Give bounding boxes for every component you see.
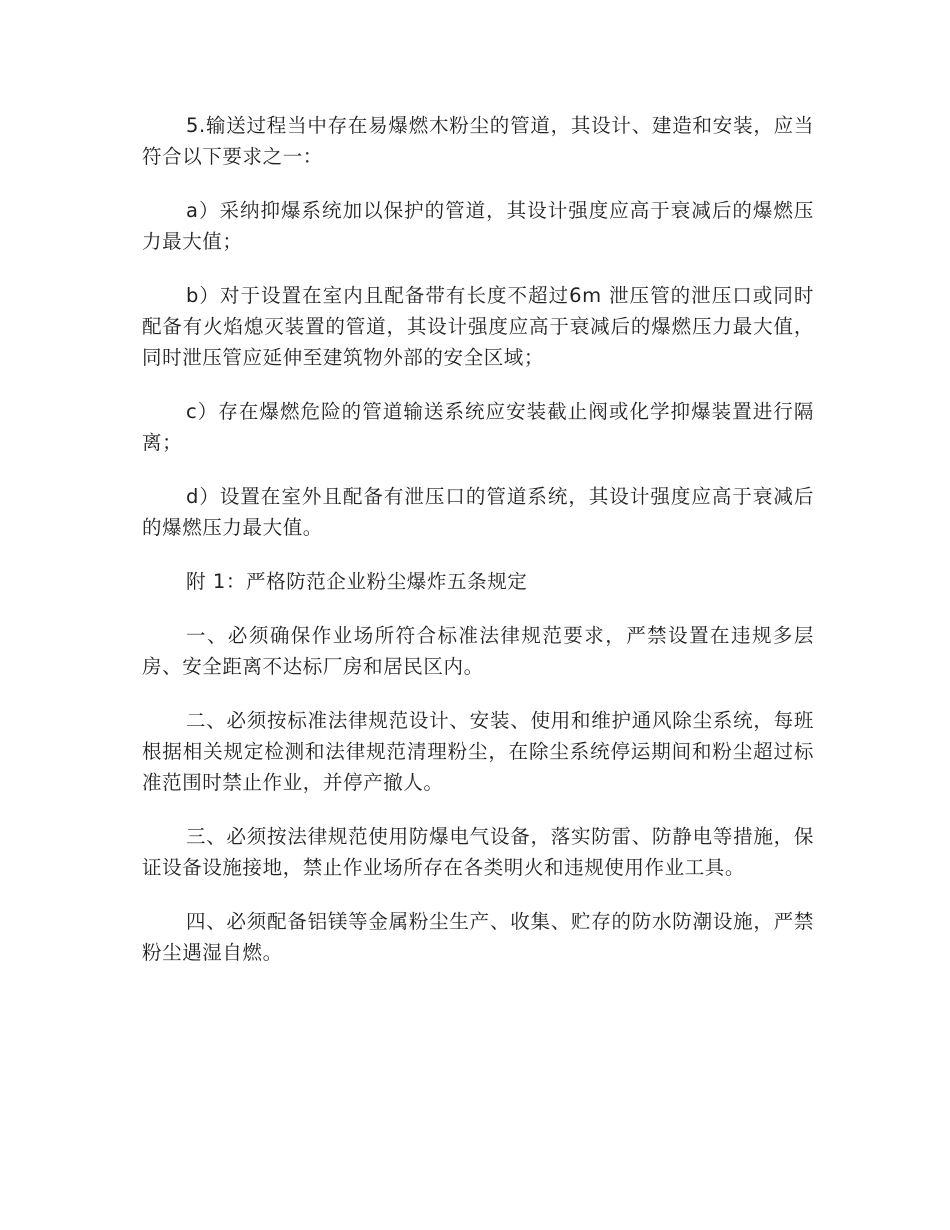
paragraph-item-d: d）设置在室外且配备有泄压口的管道系统，其设计强度应高于衰减后的爆燃压力最大值。 — [142, 485, 814, 539]
rule-three: 三、必须按法律规范使用防爆电气设备，落实防雷、防静电等措施，保证设备设施接地，禁止作业场所存在各类明火和违规使用作业工具。 — [142, 825, 814, 879]
paragraph-pipeline-requirements: 5.输送过程当中存在易爆燃木粉尘的管道，其设计、建造和安装，应当符合以下要求之一： — [142, 114, 814, 168]
rule-four: 四、必须配备铝镁等金属粉尘生产、收集、贮存的防水防潮设施，严禁粉尘遇湿自燃。 — [142, 910, 814, 964]
paragraph-item-a: a）采纳抑爆系统加以保护的管道，其设计强度应高于衰减后的爆燃压力最大值； — [142, 199, 814, 253]
rule-one: 一、必须确保作业场所符合标准法律规范要求，严禁设置在违规多层房、安全距离不达标厂房和居民区内。 — [142, 624, 814, 678]
paragraph-item-b: b）对于设置在室内且配备带有长度不超过6m 泄压管的泄压口或同时配备有火焰熄灭装置的管道，其设计强度应高于衰减后的爆燃压力最大值，同时泄压管应延伸至建筑物外部的安全区域； — [142, 284, 814, 369]
appendix-heading: 附 1：严格防范企业粉尘爆炸五条规定 — [186, 570, 528, 593]
paragraph-item-c: c）存在爆燃危险的管道输送系统应安装截止阀或化学抑爆装置进行隔离； — [142, 400, 814, 454]
document-page — [142, 110, 814, 968]
rule-two: 二、必须按标准法律规范设计、安装、使用和维护通风除尘系统，每班根据相关规定检测和法律规范清理粉尘，在除尘系统停运期间和粉尘超过标准范围时禁止作业，并停产撤人。 — [142, 709, 814, 794]
